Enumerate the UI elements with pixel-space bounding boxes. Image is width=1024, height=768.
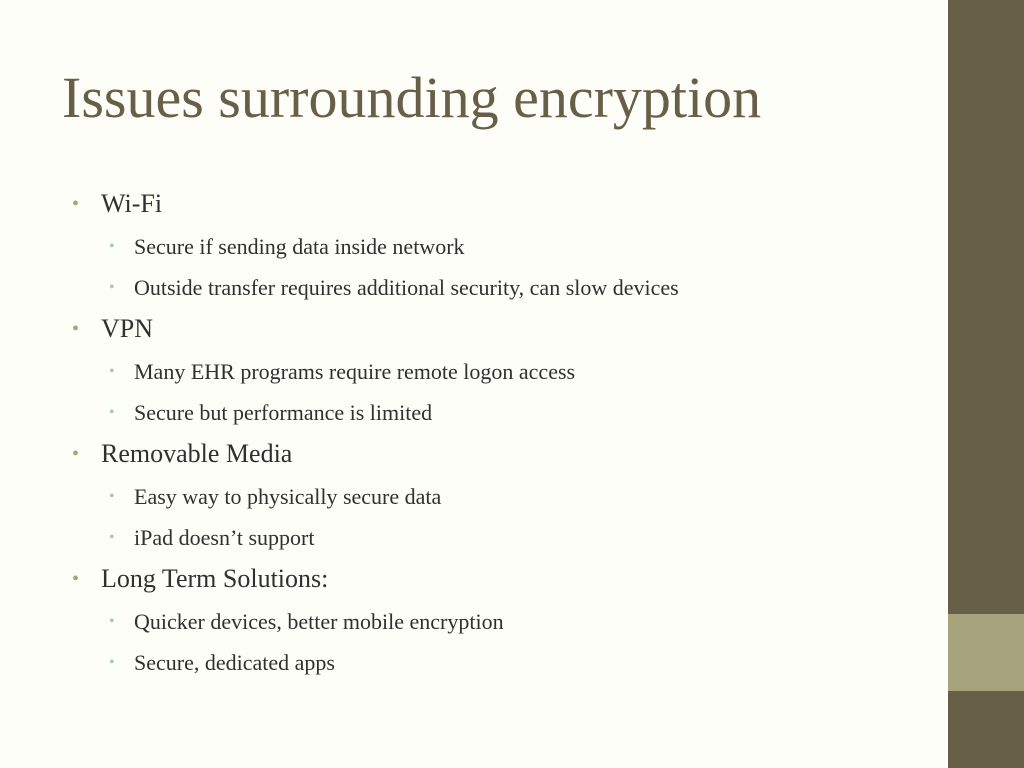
bullet-dot-icon: • (72, 568, 80, 590)
sub-bullet-list (101, 601, 679, 683)
bullet-dot-icon: • (72, 443, 80, 465)
bullet-label: Long Term Solutions: (101, 564, 329, 593)
bullet-vpn (70, 311, 679, 433)
sub-bullet-label: Secure but performance is limited (134, 400, 433, 425)
bullet-label: VPN (101, 314, 154, 343)
sub-bullet-dot-icon: • (109, 488, 115, 505)
bullet-long-term-solutions (70, 561, 679, 683)
sub-bullet-label: Many EHR programs require remote logon access (134, 359, 576, 384)
sub-bullet-label: Secure if sending data inside network (134, 234, 465, 259)
sub-bullet (103, 392, 679, 433)
bullet-removable-media (70, 436, 679, 558)
sub-bullet-dot-icon: • (109, 613, 115, 630)
sub-bullet-list (101, 476, 679, 558)
sub-bullet-label: Easy way to physically secure data (134, 484, 442, 509)
sub-bullet-dot-icon: • (109, 279, 115, 296)
sub-bullet (103, 642, 679, 683)
sub-bullet (103, 226, 679, 267)
sub-bullet-dot-icon: • (109, 529, 115, 546)
bullet-dot-icon: • (72, 318, 80, 340)
sub-bullet (103, 476, 679, 517)
sub-bullet-dot-icon: • (109, 654, 115, 671)
sub-bullet-label: Secure, dedicated apps (134, 650, 335, 675)
sub-bullet-dot-icon: • (109, 238, 115, 255)
sub-bullet-dot-icon: • (109, 404, 115, 421)
sub-bullet-dot-icon: • (109, 363, 115, 380)
bullet-wifi (70, 186, 679, 308)
bullet-list (70, 186, 679, 683)
slide-title: Issues surrounding encryption (62, 65, 762, 130)
bullet-label: Removable Media (101, 439, 293, 468)
sub-bullet-label: Outside transfer requires additional security, can slow devices (134, 275, 679, 300)
sub-bullet (103, 601, 679, 642)
sub-bullet-list (101, 226, 679, 308)
sidebar-accent-block (948, 614, 1024, 691)
sub-bullet (103, 517, 679, 558)
sub-bullet-list (101, 351, 679, 433)
bullet-label: Wi-Fi (101, 189, 163, 218)
sub-bullet (103, 351, 679, 392)
bullet-dot-icon: • (72, 193, 80, 215)
sub-bullet-label: iPad doesn’t support (134, 525, 315, 550)
sub-bullet (103, 267, 679, 308)
sub-bullet-label: Quicker devices, better mobile encryption (134, 609, 504, 634)
